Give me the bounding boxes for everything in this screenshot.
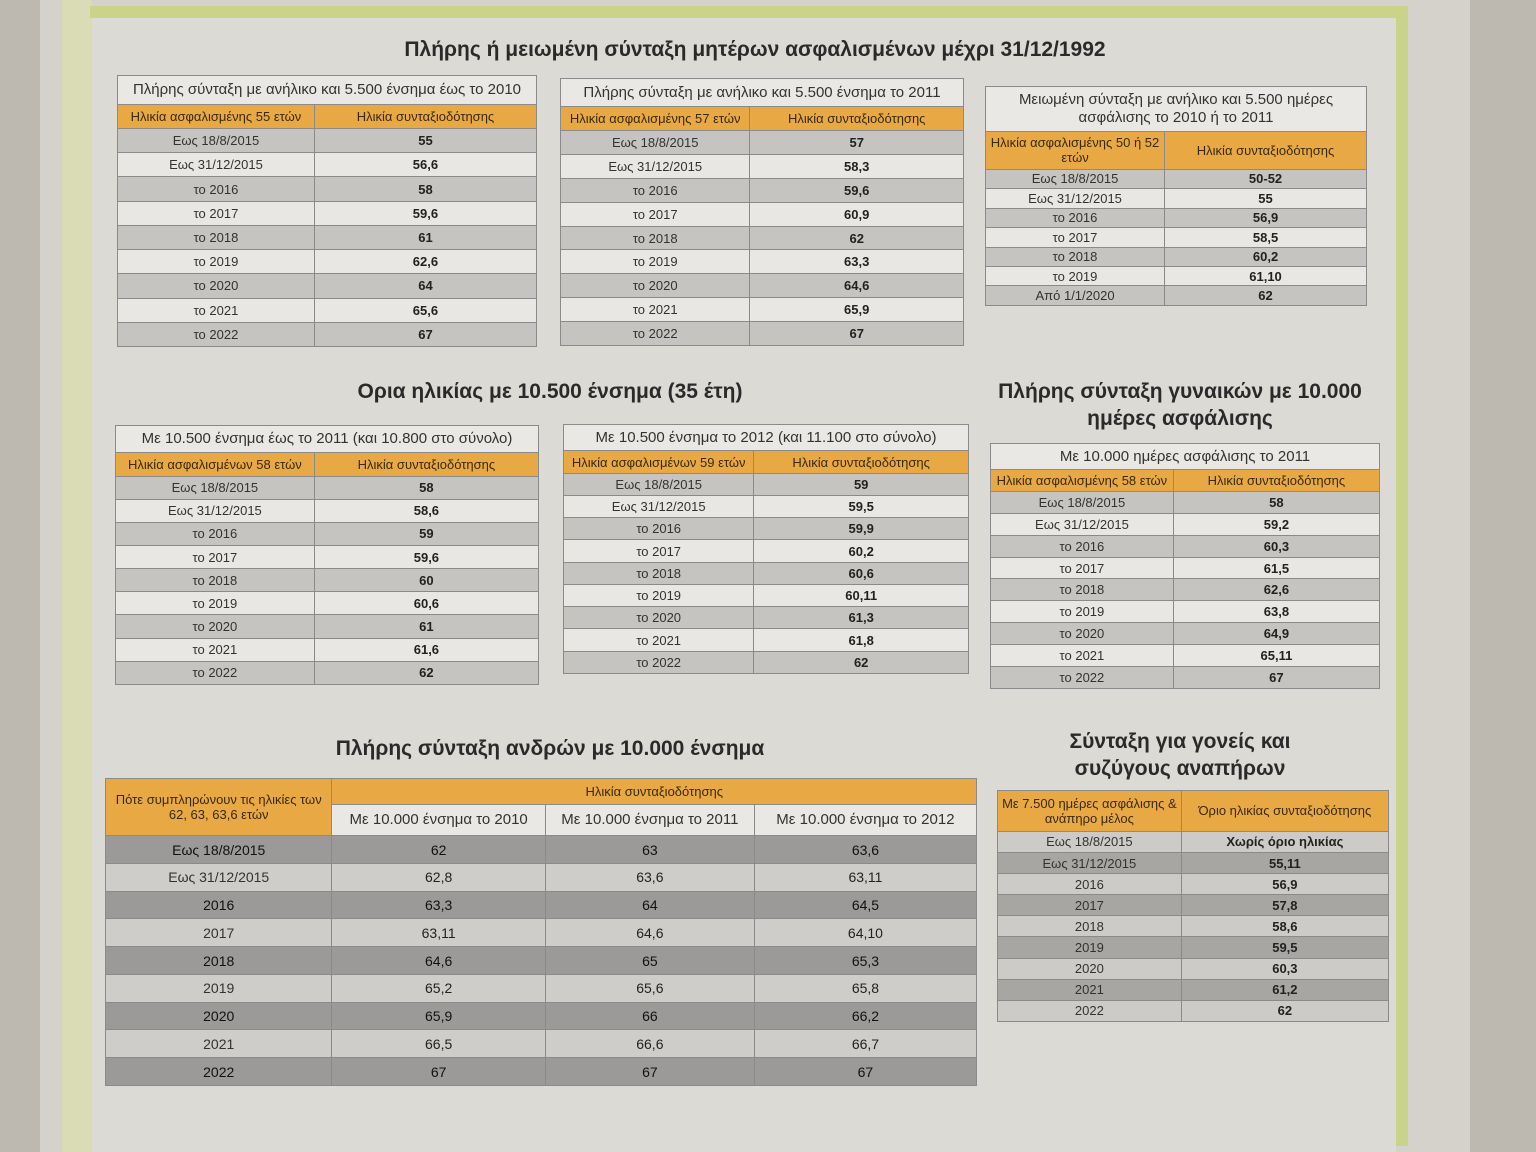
- table-row: [998, 874, 1389, 895]
- period-cell: το 2016: [564, 518, 754, 540]
- table-row: [998, 831, 1389, 852]
- age-cell: 59,5: [754, 495, 969, 517]
- period-cell: το 2020: [561, 274, 750, 298]
- table-row: [118, 225, 537, 249]
- period-cell: Εως 18/8/2015: [561, 131, 750, 155]
- age-cell: 62: [754, 651, 969, 673]
- period-cell: 2018: [998, 916, 1182, 937]
- column-header: Ηλικία συνταξιοδότησης: [750, 107, 964, 131]
- age-cell: 62,6: [1173, 579, 1379, 601]
- period-cell: Εως 31/12/2015: [986, 189, 1165, 208]
- column-header: Πότε συμπληρώνουν τις ηλικίες των 62, 63, 63,6 ετών: [106, 779, 332, 836]
- period-cell: Από 1/1/2020: [986, 286, 1165, 306]
- period-cell: 2017: [106, 919, 332, 947]
- period-cell: το 2018: [561, 226, 750, 250]
- period-cell: το 2017: [118, 201, 315, 225]
- period-cell: Εως 31/12/2015: [991, 513, 1174, 535]
- age-cell: 55: [314, 128, 536, 152]
- age-cell: 62: [314, 661, 538, 684]
- period-cell: το 2019: [561, 250, 750, 274]
- column-header: Ηλικία ασφαλισμένης 55 ετών: [118, 104, 315, 128]
- table-row: [118, 177, 537, 201]
- age-cell: 66,6: [545, 1030, 754, 1058]
- title-women-10000: Πλήρης σύνταξη γυναικών με 10.000 ημέρες ασφάλισης: [998, 380, 1362, 430]
- period-cell: το 2020: [564, 607, 754, 629]
- column-header: Ηλικία συνταξιοδότησης: [1173, 470, 1379, 492]
- table-disabled-parents: [997, 790, 1389, 1022]
- table-row: [991, 491, 1380, 513]
- column-header: Ηλικία ασφαλισμένων 58 ετών: [116, 453, 315, 476]
- table-row: [564, 562, 969, 584]
- period-cell: το 2016: [118, 177, 315, 201]
- table-row: [564, 584, 969, 606]
- period-cell: 2019: [998, 937, 1182, 958]
- table-row: [561, 250, 964, 274]
- age-cell: 58,6: [314, 499, 538, 522]
- period-cell: το 2021: [116, 638, 315, 661]
- period-cell: το 2016: [561, 178, 750, 202]
- age-cell: 60,9: [750, 202, 964, 226]
- age-cell: 65,11: [1173, 645, 1379, 667]
- table-row: [116, 592, 539, 615]
- age-cell: 63,3: [332, 891, 545, 919]
- period-cell: το 2018: [118, 225, 315, 249]
- period-cell: Εως 31/12/2015: [564, 495, 754, 517]
- table-row: [116, 661, 539, 684]
- table-row: [564, 651, 969, 673]
- age-cell: 60,2: [1165, 247, 1367, 266]
- left-margin-strip: [62, 0, 92, 1152]
- age-cell: Χωρίς όριο ηλικίας: [1181, 831, 1388, 852]
- period-cell: Εως 31/12/2015: [106, 863, 332, 891]
- table-row: [991, 513, 1380, 535]
- period-cell: το 2018: [564, 562, 754, 584]
- period-cell: 2019: [106, 974, 332, 1002]
- age-cell: 58: [314, 177, 536, 201]
- age-cell: 55: [1165, 189, 1367, 208]
- age-cell: 64,6: [332, 947, 545, 975]
- right-green-border: [1396, 6, 1408, 1146]
- period-cell: το 2017: [561, 202, 750, 226]
- age-cell: 64,5: [754, 891, 976, 919]
- table-row: [118, 298, 537, 322]
- table-row: [118, 250, 537, 274]
- period-cell: το 2018: [986, 247, 1165, 266]
- column-header: Ηλικία ασφαλισμένων 59 ετών: [564, 451, 754, 473]
- table-women-10000-2011: [990, 443, 1380, 689]
- age-cell: 60,2: [754, 540, 969, 562]
- age-cell: 59,6: [314, 546, 538, 569]
- table-row: [998, 916, 1389, 937]
- period-cell: Εως 31/12/2015: [561, 155, 750, 179]
- table-row: [118, 153, 537, 177]
- table-row: [991, 645, 1380, 667]
- age-cell: 58,6: [1181, 916, 1388, 937]
- table-full-pension-2011: [560, 78, 964, 346]
- column-header: Ηλικία ασφαλισμένης 50 ή 52 ετών: [986, 132, 1165, 170]
- age-cell: 63,6: [545, 863, 754, 891]
- age-cell: 61,5: [1173, 557, 1379, 579]
- column-group-header: Ηλικία συνταξιοδότησης: [332, 779, 977, 805]
- table-row: [116, 522, 539, 545]
- age-cell: 59,6: [314, 201, 536, 225]
- age-cell: 57: [750, 131, 964, 155]
- age-cell: 50-52: [1165, 169, 1367, 188]
- age-cell: 60,6: [754, 562, 969, 584]
- table-caption: Μειωμένη σύνταξη με ανήλικο και 5.500 ημέρες ασφάλισης το 2010 ή το 2011: [986, 87, 1367, 132]
- age-cell: 60,3: [1181, 958, 1388, 979]
- age-cell: 64,10: [754, 919, 976, 947]
- period-cell: το 2021: [561, 298, 750, 322]
- table-10500-until-2011: [115, 425, 539, 685]
- age-cell: 62: [1165, 286, 1367, 306]
- column-header: Με 10.000 ένσημα το 2010: [332, 805, 545, 836]
- table-row: [991, 557, 1380, 579]
- period-cell: Εως 18/8/2015: [991, 491, 1174, 513]
- table-row: [116, 499, 539, 522]
- table-full-pension-2010: [117, 75, 537, 347]
- age-cell: 55,11: [1181, 853, 1388, 874]
- table-row: [564, 629, 969, 651]
- column-header: Με 10.000 ένσημα το 2012: [754, 805, 976, 836]
- table-row: [116, 476, 539, 499]
- age-cell: 62: [1181, 1000, 1388, 1021]
- period-cell: το 2018: [991, 579, 1174, 601]
- table-row: [564, 495, 969, 517]
- table-row: [561, 202, 964, 226]
- age-cell: 65: [545, 947, 754, 975]
- table-row: [116, 638, 539, 661]
- period-cell: το 2017: [986, 228, 1165, 247]
- table-row: [118, 128, 537, 152]
- period-cell: το 2017: [116, 546, 315, 569]
- age-cell: 57,8: [1181, 895, 1388, 916]
- table-row: [986, 266, 1367, 285]
- age-cell: 64: [314, 274, 536, 298]
- age-cell: 65,8: [754, 974, 976, 1002]
- table-row: [998, 979, 1389, 1000]
- age-cell: 62: [750, 226, 964, 250]
- age-cell: 58,5: [1165, 228, 1367, 247]
- title-age-limits-10500: Oρια ηλικίας με 10.500 ένσημα (35 έτη): [357, 380, 743, 403]
- title-disabled-parents: Σύνταξη για γονείς και συζύγους αναπήρων: [1069, 730, 1291, 780]
- age-cell: 59: [754, 473, 969, 495]
- table-row: [561, 155, 964, 179]
- table-row: [106, 1058, 977, 1086]
- age-cell: 66,5: [332, 1030, 545, 1058]
- age-cell: 65,6: [545, 974, 754, 1002]
- age-cell: 61,8: [754, 629, 969, 651]
- period-cell: το 2022: [564, 651, 754, 673]
- period-cell: το 2022: [118, 322, 315, 346]
- age-cell: 62,8: [332, 863, 545, 891]
- age-cell: 65,9: [332, 1002, 545, 1030]
- title-mothers-pension: Πλήρης ή μειωμένη σύνταξη μητέρων ασφαλισμένων μέχρι 31/12/1992: [404, 38, 1106, 61]
- period-cell: το 2021: [118, 298, 315, 322]
- age-cell: 56,6: [314, 153, 536, 177]
- age-cell: 62: [332, 836, 545, 864]
- age-cell: 62,6: [314, 250, 536, 274]
- period-cell: 2022: [106, 1058, 332, 1086]
- age-cell: 61,10: [1165, 266, 1367, 285]
- column-header: Με 10.000 ένσημα το 2011: [545, 805, 754, 836]
- table-caption: Με 10.000 ημέρες ασφάλισης το 2011: [991, 444, 1380, 470]
- age-cell: 63,3: [750, 250, 964, 274]
- age-cell: 64,9: [1173, 623, 1379, 645]
- table-row: [986, 189, 1367, 208]
- period-cell: 2022: [998, 1000, 1182, 1021]
- age-cell: 66: [545, 1002, 754, 1030]
- period-cell: 2021: [106, 1030, 332, 1058]
- table-row: [106, 974, 977, 1002]
- age-cell: 67: [1173, 667, 1379, 689]
- age-cell: 67: [750, 322, 964, 346]
- table-row: [998, 853, 1389, 874]
- period-cell: Εως 18/8/2015: [564, 473, 754, 495]
- table-row: [106, 891, 977, 919]
- age-cell: 66,2: [754, 1002, 976, 1030]
- age-cell: 60,3: [1173, 535, 1379, 557]
- age-cell: 67: [332, 1058, 545, 1086]
- age-cell: 60: [314, 569, 538, 592]
- table-row: [106, 919, 977, 947]
- column-header: Ηλικία συνταξιοδότησης: [754, 451, 969, 473]
- period-cell: το 2022: [561, 322, 750, 346]
- age-cell: 56,9: [1181, 874, 1388, 895]
- table-reduced-pension: [985, 86, 1367, 306]
- age-cell: 60,6: [314, 592, 538, 615]
- period-cell: το 2016: [986, 208, 1165, 227]
- age-cell: 59: [314, 522, 538, 545]
- table-row: [106, 1002, 977, 1030]
- table-row: [991, 601, 1380, 623]
- period-cell: το 2018: [116, 569, 315, 592]
- table-row: [998, 937, 1389, 958]
- age-cell: 59,5: [1181, 937, 1388, 958]
- table-row: [986, 228, 1367, 247]
- table-row: [118, 274, 537, 298]
- table-row: [564, 540, 969, 562]
- table-row: [561, 274, 964, 298]
- table-row: [106, 947, 977, 975]
- table-caption: Πλήρης σύνταξη με ανήλικο και 5.500 ένσημα έως το 2010: [118, 76, 537, 105]
- table-row: [116, 546, 539, 569]
- table-row: [998, 1000, 1389, 1021]
- age-cell: 66,7: [754, 1030, 976, 1058]
- age-cell: 58,3: [750, 155, 964, 179]
- period-cell: Εως 18/8/2015: [118, 128, 315, 152]
- table-row: [998, 958, 1389, 979]
- age-cell: 58: [314, 476, 538, 499]
- period-cell: Εως 31/12/2015: [998, 853, 1182, 874]
- period-cell: το 2020: [991, 623, 1174, 645]
- table-row: [564, 473, 969, 495]
- table-row: [991, 535, 1380, 557]
- period-cell: το 2019: [986, 266, 1165, 285]
- age-cell: 65,9: [750, 298, 964, 322]
- age-cell: 59,2: [1173, 513, 1379, 535]
- period-cell: το 2019: [991, 601, 1174, 623]
- period-cell: το 2016: [116, 522, 315, 545]
- table-row: [561, 322, 964, 346]
- age-cell: 67: [545, 1058, 754, 1086]
- age-cell: 63,11: [754, 863, 976, 891]
- period-cell: το 2022: [991, 667, 1174, 689]
- period-cell: το 2021: [991, 645, 1174, 667]
- age-cell: 56,9: [1165, 208, 1367, 227]
- age-cell: 63,6: [754, 836, 976, 864]
- period-cell: Εως 18/8/2015: [986, 169, 1165, 188]
- period-cell: το 2019: [116, 592, 315, 615]
- period-cell: 2021: [998, 979, 1182, 1000]
- period-cell: το 2016: [991, 535, 1174, 557]
- table-row: [118, 322, 537, 346]
- table-caption: Πλήρης σύνταξη με ανήλικο και 5.500 ένσημα το 2011: [561, 79, 964, 107]
- table-row: [998, 895, 1389, 916]
- period-cell: το 2022: [116, 661, 315, 684]
- age-cell: 63,8: [1173, 601, 1379, 623]
- age-cell: 63,11: [332, 919, 545, 947]
- table-caption: Με 10.500 ένσημα έως το 2011 (και 10.800 στο σύνολο): [116, 426, 539, 453]
- table-row: [986, 208, 1367, 227]
- period-cell: 2018: [106, 947, 332, 975]
- table-row: [116, 615, 539, 638]
- table-row: [986, 247, 1367, 266]
- age-cell: 61: [314, 615, 538, 638]
- table-row: [106, 836, 977, 864]
- age-cell: 67: [754, 1058, 976, 1086]
- period-cell: Εως 18/8/2015: [106, 836, 332, 864]
- table-row: [116, 569, 539, 592]
- age-cell: 60,11: [754, 584, 969, 606]
- period-cell: το 2020: [116, 615, 315, 638]
- age-cell: 65,6: [314, 298, 536, 322]
- table-row: [561, 226, 964, 250]
- column-header: Ηλικία συνταξιοδότησης: [314, 104, 536, 128]
- period-cell: το 2017: [991, 557, 1174, 579]
- table-row: [564, 607, 969, 629]
- table-men-10000: [105, 778, 977, 1086]
- age-cell: 61,3: [754, 607, 969, 629]
- period-cell: το 2017: [564, 540, 754, 562]
- period-cell: Εως 18/8/2015: [116, 476, 315, 499]
- table-row: [561, 131, 964, 155]
- table-row: [106, 1030, 977, 1058]
- table-row: [986, 286, 1367, 306]
- column-header: Ηλικία ασφαλισμένης 57 ετών: [561, 107, 750, 131]
- table-caption: Με 10.500 ένσημα το 2012 (και 11.100 στο σύνολο): [564, 425, 969, 451]
- period-cell: το 2021: [564, 629, 754, 651]
- period-cell: 2016: [106, 891, 332, 919]
- period-cell: το 2019: [118, 250, 315, 274]
- age-cell: 63: [545, 836, 754, 864]
- table-row: [564, 518, 969, 540]
- table-row: [991, 623, 1380, 645]
- period-cell: 2020: [998, 958, 1182, 979]
- title-men-10000: Πλήρης σύνταξη ανδρών με 10.000 ένσημα: [335, 737, 765, 760]
- period-cell: 2017: [998, 895, 1182, 916]
- table-row: [561, 178, 964, 202]
- age-cell: 61,2: [1181, 979, 1388, 1000]
- column-header: Με 7.500 ημέρες ασφάλισης & ανάπηρο μέλος: [998, 791, 1182, 832]
- period-cell: Εως 31/12/2015: [118, 153, 315, 177]
- table-row: [991, 667, 1380, 689]
- period-cell: 2016: [998, 874, 1182, 895]
- table-row: [986, 169, 1367, 188]
- table-row: [118, 201, 537, 225]
- age-cell: 64,6: [750, 274, 964, 298]
- age-cell: 64,6: [545, 919, 754, 947]
- table-10500-2012: [563, 424, 969, 674]
- column-header: Ηλικία συνταξιοδότησης: [1165, 132, 1367, 170]
- age-cell: 67: [314, 322, 536, 346]
- table-row: [561, 298, 964, 322]
- age-cell: 64: [545, 891, 754, 919]
- age-cell: 61,6: [314, 638, 538, 661]
- table-row: [991, 579, 1380, 601]
- column-header: Ηλικία συνταξιοδότησης: [314, 453, 538, 476]
- period-cell: 2020: [106, 1002, 332, 1030]
- top-green-border: [90, 6, 1406, 18]
- column-header: Όριο ηλικίας συνταξιοδότησης: [1181, 791, 1388, 832]
- age-cell: 59,9: [754, 518, 969, 540]
- age-cell: 59,6: [750, 178, 964, 202]
- age-cell: 65,2: [332, 974, 545, 1002]
- age-cell: 58: [1173, 491, 1379, 513]
- table-row: [106, 863, 977, 891]
- period-cell: το 2020: [118, 274, 315, 298]
- period-cell: το 2019: [564, 584, 754, 606]
- age-cell: 65,3: [754, 947, 976, 975]
- age-cell: 61: [314, 225, 536, 249]
- period-cell: Εως 31/12/2015: [116, 499, 315, 522]
- period-cell: Εως 18/8/2015: [998, 831, 1182, 852]
- column-header: Ηλικία ασφαλισμένης 58 ετών: [991, 470, 1174, 492]
